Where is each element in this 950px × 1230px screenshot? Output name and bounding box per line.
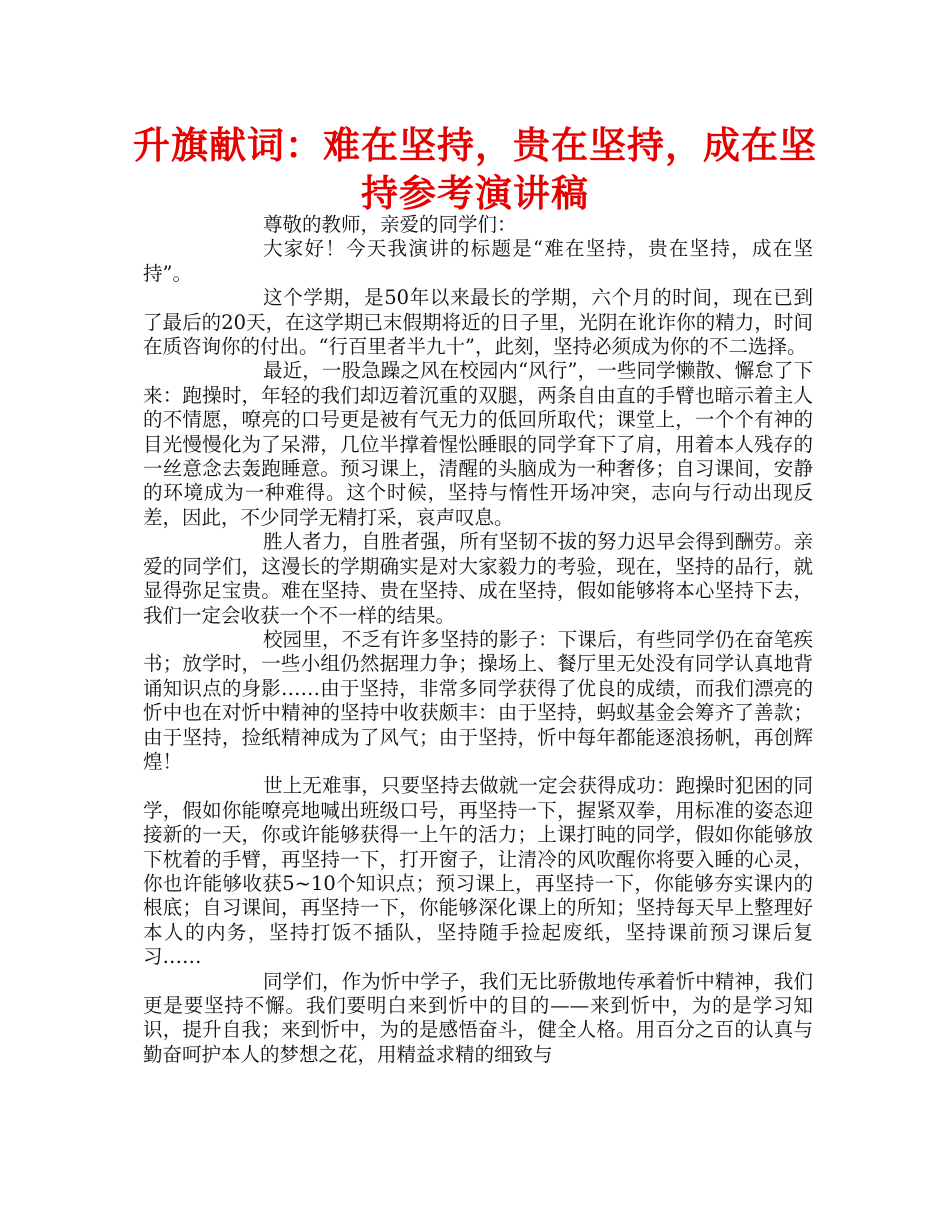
page-title: 升旗献词：难在坚持，贵在坚持，成在坚持参考演讲稿 [133,124,817,215]
paragraph: 同学们，作为忻中学子，我们无比骄傲地传承着忻中精神，我们更是要坚持不懈。我们要明白来到忻中的目的——来到忻中，为的是学习知识，提升自我；来到忻中，为的是感悟奋斗，健全人格。用百分之百的认真与勤奋呵护本人的梦想之花，用精益求精的细致与 [143,969,813,1066]
paragraph: 这个学期，是50年以来最长的学期，六个月的时间，现在已到了最后的20天，在这学期已末假期将近的日子里，光阴在讹诈你的精力，时间在质咨询你的付出。“行百里者半九十”，此刻，坚持必须成为你的不二选择。 [143,286,813,359]
document-body [143,213,813,1067]
paragraph-salutation: 尊敬的教师，亲爱的同学们： [263,213,517,236]
paragraph: 胜人者力，自胜者强，所有坚韧不拔的努力迟早会得到酬劳。亲爱的同学们，这漫长的学期确实是对大家毅力的考验，现在，坚持的品行，就显得弥足宝贵。难在坚持、贵在坚持、成在坚持，假如能够将本心坚持下去，我们一定会收获一个不一样的结果。 [143,530,813,627]
paragraph-greeting: 大家好！今天我演讲的标题是“难在坚持，贵在坚持，成在坚持”。 [143,237,813,285]
paragraph: 校园里，不乏有许多坚持的影子：下课后，有些同学仍在奋笔疾书；放学时，一些小组仍然据理力争；操场上、餐厅里无处没有同学认真地背诵知识点的身影……由于坚持，非常多同学获得了优良的成绩，而我们漂亮的忻中也在对忻中精神的坚持中收获颇丰：由于坚持，蚂蚁基金会筹齐了善款；由于坚持，捡纸精神成为了风气；由于坚持，忻中每年都能逐浪扬帆，再创辉煌！ [143,627,813,773]
paragraph: 最近，一股急躁之风在校园内“风行”，一些同学懒散、懈怠了下来：跑操时，年轻的我们却迈着沉重的双腿，两条自由直的手臂也暗示着主人的不情愿，嘹亮的口号更是被有气无力的低回所取代；课堂上，一个个有神的目光慢慢化为了呆滞，几位半撑着惺忪睡眼的同学耷下了肩，用着本人残存的一丝意念去轰跑睡意。预习课上，清醒的头脑成为一种奢侈；自习课间，安静的环境成为一种难得。这个时候，坚持与惰性开场冲突，志向与行动出现反差，因此，不少同学无精打采，哀声叹息。 [143,359,813,529]
paragraph: 世上无难事，只要坚持去做就一定会获得成功：跑操时犯困的同学，假如你能嘹亮地喊出班级口号，再坚持一下，握紧双拳，用标准的姿态迎接新的一天，你或许能够获得一上午的活力；上课打盹的同学，假如你能够放下枕着的手臂，再坚持一下，打开窗子，让清冷的风吹醒你将要入睡的心灵，你也许能够收获5~10个知识点；预习课上，再坚持一下，你能够夯实课内的根底；自习课间，再坚持一下，你能够深化课上的所知；坚持每天早上整理好本人的内务，坚持打饭不插队，坚持随手捡起废纸，坚持课前预习课后复习…… [143,774,813,969]
